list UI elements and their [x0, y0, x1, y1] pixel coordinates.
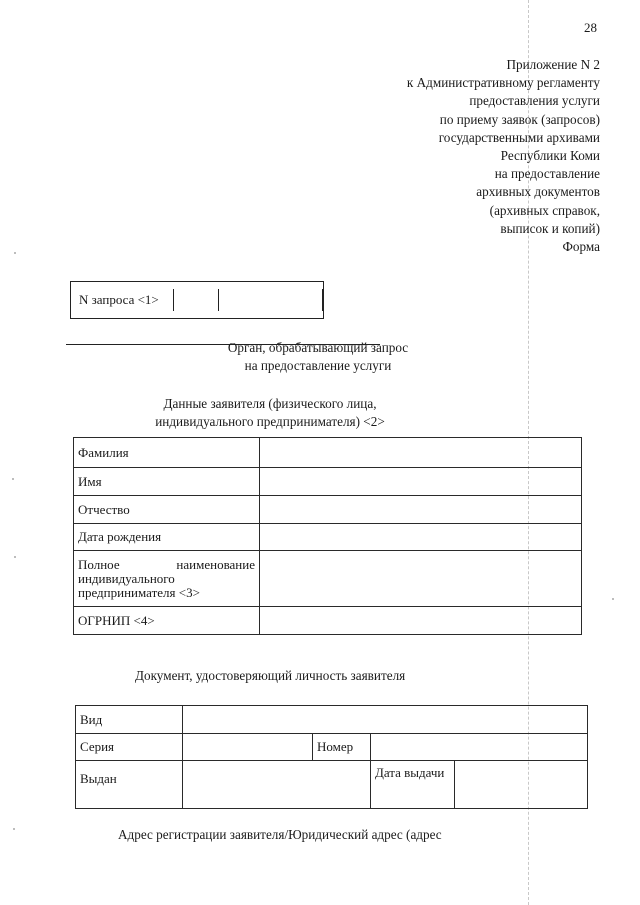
row-label-ogrnip: ОГРНИП <4>	[74, 607, 260, 635]
form-label: Форма	[562, 239, 600, 255]
applicant-data-heading	[120, 395, 420, 431]
appendix-header	[407, 56, 600, 256]
request-number-label: N запроса <1>	[79, 292, 159, 307]
scan-speck	[14, 556, 16, 558]
table-row	[74, 551, 582, 607]
organ-label	[200, 339, 436, 375]
surname-field[interactable]	[260, 438, 582, 468]
appendix-line: по приему заявок (запросов)	[439, 111, 600, 127]
document-issue-date-field[interactable]	[455, 761, 588, 809]
appendix-line: Республики Коми	[500, 148, 600, 164]
table-row	[74, 496, 582, 524]
appendix-line: государственными архивами	[438, 129, 600, 145]
row-label-birth-date: Дата рождения	[74, 524, 260, 551]
row-label-surname: Фамилия	[74, 438, 260, 468]
document-issued-label: Выдан	[76, 761, 183, 809]
request-number-cell[interactable]	[219, 289, 323, 311]
appendix-line: предоставления услуги	[469, 93, 600, 109]
address-heading: Адрес регистрации заявителя/Юридический адрес (адрес	[118, 827, 442, 842]
identity-document-table	[75, 705, 588, 809]
document-number-label: Номер	[313, 734, 371, 761]
birth-date-field[interactable]	[260, 524, 582, 551]
table-row	[74, 607, 582, 635]
document-issue-date-label: Дата выдачи	[371, 761, 455, 809]
name-field[interactable]	[260, 468, 582, 496]
organ-label-line: на предоставление услуги	[244, 358, 392, 373]
applicant-heading-line: индивидуального предпринимателя) <2>	[155, 414, 385, 429]
scan-speck	[14, 252, 16, 254]
appendix-line: архивных документов	[476, 184, 600, 200]
scan-speck	[13, 828, 15, 830]
scan-speck	[612, 598, 614, 600]
row-label-patronymic: Отчество	[74, 496, 260, 524]
document-series-label: Серия	[76, 734, 183, 761]
patronymic-field[interactable]	[260, 496, 582, 524]
appendix-line: (архивных справок,	[489, 202, 600, 218]
document-number-field[interactable]	[371, 734, 588, 761]
appendix-line: Приложение N 2	[506, 57, 600, 72]
identity-document-heading: Документ, удостоверяющий личность заявителя	[135, 668, 406, 683]
document-issued-field[interactable]	[183, 761, 371, 809]
appendix-line: на предоставление	[494, 166, 600, 182]
table-row	[76, 734, 588, 761]
row-label-name: Имя	[74, 468, 260, 496]
table-row	[76, 761, 588, 809]
table-row	[74, 438, 582, 468]
document-type-label: Вид	[76, 706, 183, 734]
appendix-line: выписок и копий)	[500, 220, 600, 236]
document-type-field[interactable]	[183, 706, 588, 734]
scan-speck	[12, 478, 14, 480]
appendix-line: к Административному регламенту	[406, 75, 600, 91]
table-row	[74, 468, 582, 496]
table-row	[74, 524, 582, 551]
request-number-cell[interactable]	[173, 289, 219, 311]
ogrnip-field[interactable]	[260, 607, 582, 635]
row-label-entrepreneur-full-name: Полное наименование индивидуального предпринимателя <3>	[74, 551, 260, 607]
applicant-data-table	[73, 437, 582, 635]
document-series-field[interactable]	[183, 734, 313, 761]
entrepreneur-full-name-field[interactable]	[260, 551, 582, 607]
table-row	[76, 706, 588, 734]
applicant-heading-line: Данные заявителя (физического лица,	[163, 396, 377, 411]
page-number: 28	[584, 20, 597, 35]
organ-label-line: Орган, обрабатывающий запрос	[227, 340, 409, 355]
